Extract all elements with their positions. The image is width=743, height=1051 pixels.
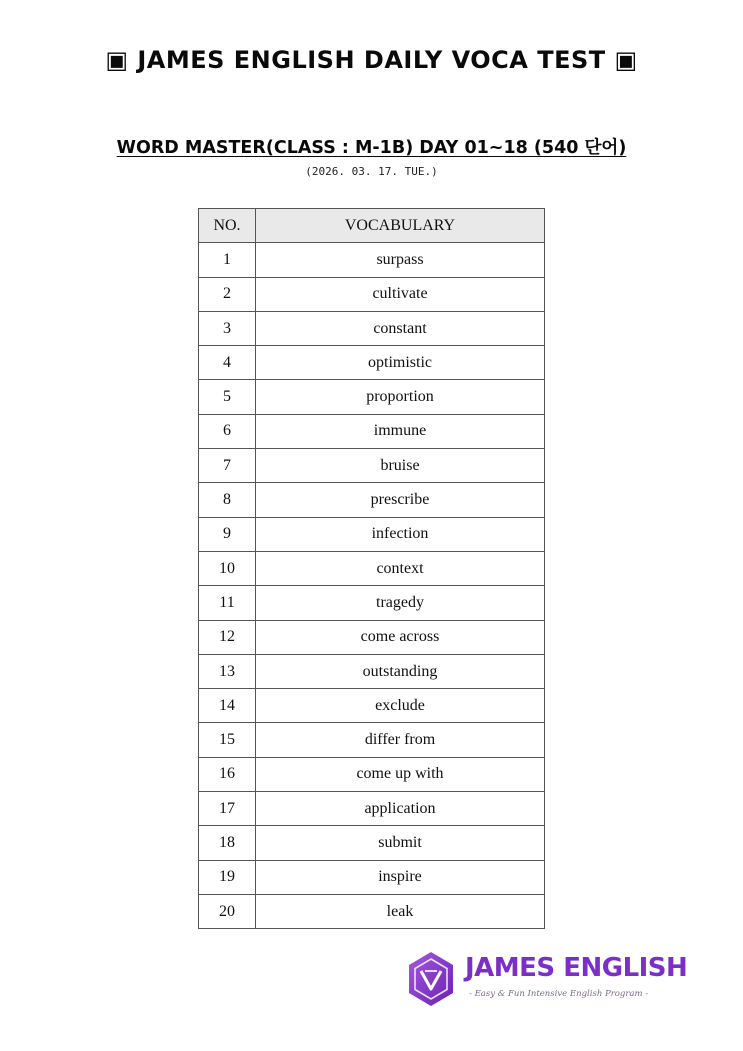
table-row — [199, 586, 545, 620]
table-row — [199, 894, 545, 928]
column-header-vocabulary: VOCABULARY — [256, 209, 545, 243]
table-row — [199, 311, 545, 345]
vocabulary-word: submit — [256, 826, 545, 860]
table-row — [199, 826, 545, 860]
vocabulary-word: constant — [256, 311, 545, 345]
vocabulary-word: come across — [256, 620, 545, 654]
page-title: ▣ JAMES ENGLISH DAILY VOCA TEST ▣ — [105, 46, 638, 74]
vocabulary-word: exclude — [256, 689, 545, 723]
row-number: 13 — [199, 654, 256, 688]
row-number: 3 — [199, 311, 256, 345]
row-number: 11 — [199, 586, 256, 620]
vocabulary-word: tragedy — [256, 586, 545, 620]
column-header-no: NO. — [199, 209, 256, 243]
row-number: 14 — [199, 689, 256, 723]
row-number: 6 — [199, 414, 256, 448]
vocabulary-word: leak — [256, 894, 545, 928]
test-subtitle — [0, 134, 743, 159]
vocabulary-word: inspire — [256, 860, 545, 894]
row-number: 19 — [199, 860, 256, 894]
row-number: 2 — [199, 277, 256, 311]
table-row — [199, 792, 545, 826]
table-row — [199, 860, 545, 894]
test-subtitle-text: WORD MASTER(CLASS : M-1B) DAY 01~18 (540 단어) — [116, 138, 627, 158]
test-date: (2026. 03. 17. TUE.) — [305, 165, 438, 178]
row-number: 15 — [199, 723, 256, 757]
vocabulary-word: cultivate — [256, 277, 545, 311]
table-row — [199, 723, 545, 757]
hexagon-v-logo-icon — [407, 951, 455, 1007]
vocabulary-word: immune — [256, 414, 545, 448]
row-number: 10 — [199, 551, 256, 585]
james-english-logo — [407, 951, 688, 1011]
table-row — [199, 449, 545, 483]
vocabulary-word: optimistic — [256, 346, 545, 380]
table-row — [199, 483, 545, 517]
vocabulary-word: infection — [256, 517, 545, 551]
table-row — [199, 380, 545, 414]
table-row — [199, 757, 545, 791]
table-row — [199, 414, 545, 448]
vocabulary-word: come up with — [256, 757, 545, 791]
vocabulary-word: bruise — [256, 449, 545, 483]
row-number: 5 — [199, 380, 256, 414]
table-row — [199, 551, 545, 585]
vocabulary-word: differ from — [256, 723, 545, 757]
logo-tagline: - Easy & Fun Intensive English Program - — [469, 989, 649, 999]
logo-name: JAMES ENGLISH — [465, 953, 688, 983]
row-number: 1 — [199, 243, 256, 277]
row-number: 7 — [199, 449, 256, 483]
vocabulary-word: proportion — [256, 380, 545, 414]
vocabulary-word: prescribe — [256, 483, 545, 517]
row-number: 8 — [199, 483, 256, 517]
vocabulary-table-body — [199, 243, 545, 929]
row-number: 18 — [199, 826, 256, 860]
table-row — [199, 654, 545, 688]
row-number: 12 — [199, 620, 256, 654]
table-row — [199, 243, 545, 277]
table-row — [199, 517, 545, 551]
table-header-row — [199, 209, 545, 243]
table-row — [199, 689, 545, 723]
row-number: 16 — [199, 757, 256, 791]
row-number: 20 — [199, 894, 256, 928]
table-row — [199, 277, 545, 311]
vocabulary-word: surpass — [256, 243, 545, 277]
table-row — [199, 346, 545, 380]
row-number: 9 — [199, 517, 256, 551]
table-row — [199, 620, 545, 654]
row-number: 17 — [199, 792, 256, 826]
vocabulary-word: application — [256, 792, 545, 826]
vocabulary-table — [198, 208, 545, 929]
row-number: 4 — [199, 346, 256, 380]
vocabulary-word: context — [256, 551, 545, 585]
vocabulary-word: outstanding — [256, 654, 545, 688]
